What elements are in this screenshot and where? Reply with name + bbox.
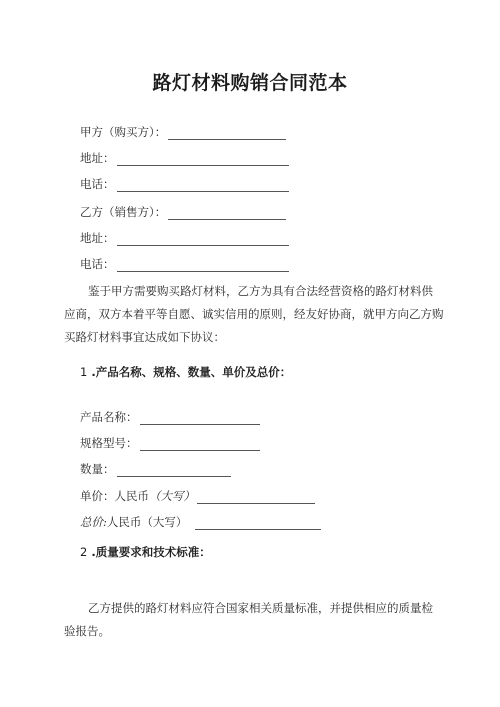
party-b-phone-label: 电话： bbox=[80, 257, 115, 271]
total-price-blank[interactable] bbox=[195, 518, 321, 530]
party-b-name-label: 乙方（销售方）： bbox=[80, 205, 167, 219]
party-b-address-blank[interactable] bbox=[117, 234, 289, 246]
section-2-heading bbox=[80, 544, 211, 560]
party-a-address-label: 地址： bbox=[80, 151, 115, 165]
spec-label: 规格型号： bbox=[80, 436, 138, 450]
party-a-name-row bbox=[80, 122, 286, 140]
party-a-address-row bbox=[80, 148, 289, 166]
unit-price-row bbox=[80, 486, 315, 504]
party-b-address-row bbox=[80, 228, 289, 246]
section-2-paragraph bbox=[64, 597, 444, 643]
product-name-label: 产品名称： bbox=[80, 410, 138, 424]
quantity-row bbox=[80, 459, 231, 477]
section-2-number: 2 bbox=[80, 545, 88, 559]
total-price-label: 总价: bbox=[80, 515, 107, 529]
party-a-address-blank[interactable] bbox=[117, 154, 289, 166]
party-b-phone-row bbox=[80, 254, 289, 272]
unit-price-blank[interactable] bbox=[197, 492, 315, 504]
total-price-row bbox=[80, 512, 321, 530]
quantity-label: 数量： bbox=[80, 462, 115, 476]
total-price-suffix: 人民币（大写） bbox=[106, 515, 188, 529]
party-b-name-blank[interactable] bbox=[168, 208, 286, 220]
section-2-body: 乙方提供的路灯材料应符合国家相关质量标准，并提供相应的质量检验报告。 bbox=[64, 601, 433, 638]
product-name-row bbox=[80, 407, 260, 425]
party-b-address-label: 地址： bbox=[80, 231, 115, 245]
quantity-blank[interactable] bbox=[117, 465, 231, 477]
section-1-number: 1 bbox=[80, 365, 88, 379]
party-a-name-blank[interactable] bbox=[168, 128, 286, 140]
section-2-title: .质量要求和技术标准： bbox=[91, 545, 211, 559]
section-1-heading bbox=[80, 364, 291, 380]
document-title: 路灯材料购销合同范本 bbox=[152, 72, 348, 94]
party-a-phone-label: 电话： bbox=[80, 177, 115, 191]
unit-price-label: 单价：人民币 bbox=[80, 489, 149, 503]
party-a-name-label: 甲方（购买方）： bbox=[80, 125, 167, 139]
unit-price-suffix: （大写） bbox=[149, 489, 195, 503]
party-b-phone-blank[interactable] bbox=[117, 260, 289, 272]
spec-blank[interactable] bbox=[140, 439, 260, 451]
intro-text: 鉴于甲方需要购买路灯材料，乙方为具有合法经营资格的路灯材料供应商，双方本着平等自愿、诚实信用的原则，经友好协商，就甲方向乙方购买路灯材料事宜达成如下协议： bbox=[64, 284, 444, 344]
section-1-title: .产品名称、规格、数量、单价及总价： bbox=[91, 365, 292, 379]
spec-row bbox=[80, 433, 260, 451]
product-name-blank[interactable] bbox=[140, 413, 260, 425]
party-a-phone-row bbox=[80, 174, 289, 192]
intro-paragraph bbox=[64, 280, 444, 349]
party-a-phone-blank[interactable] bbox=[117, 180, 289, 192]
party-b-name-row bbox=[80, 202, 286, 220]
